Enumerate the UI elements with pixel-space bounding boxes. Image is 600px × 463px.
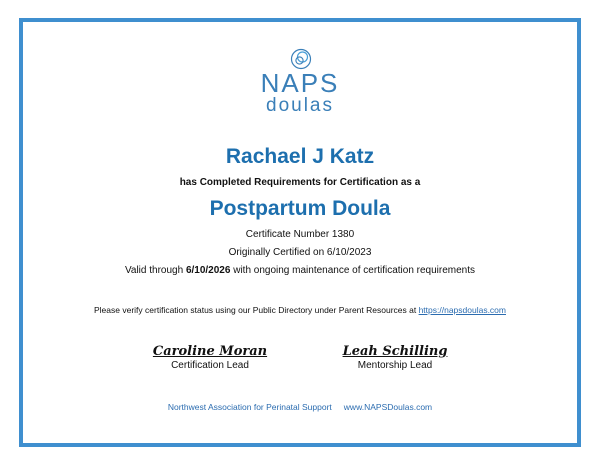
logo-naps-text: NAPS	[260, 68, 340, 98]
verify-link[interactable]: https://napsdoulas.com	[418, 305, 506, 315]
signature-leah-schilling: Leah Schilling	[342, 344, 448, 359]
signature-caroline-moran: Caroline Moran	[152, 344, 268, 359]
certificate-number: Certificate Number 1380	[245, 229, 355, 240]
recipient-name: Rachael J Katz	[225, 145, 375, 168]
originally-certified: Originally Certified on 6/10/2023	[228, 247, 372, 258]
completion-statement: has Completed Requirements for Certification as a	[179, 177, 421, 188]
validity-date: 6/10/2026	[185, 265, 231, 276]
validity-line	[0, 265, 600, 276]
verify-text: Please verify certification status using our Public Directory under Parent Resources at	[94, 305, 419, 315]
footer-website[interactable]: www.NAPSDoulas.com	[343, 402, 433, 412]
validity-prefix: Valid through	[124, 265, 186, 276]
footer	[0, 402, 600, 412]
signature-role-1: Certification Lead	[171, 360, 249, 371]
signature-role-2: Mentorship Lead	[357, 360, 433, 371]
logo-circles-icon	[290, 48, 312, 70]
footer-organization: Northwest Association for Perinatal Support	[167, 402, 332, 412]
verify-line	[0, 305, 600, 315]
validity-suffix: with ongoing maintenance of certification requirements	[230, 265, 476, 276]
certification-title: Postpartum Doula	[209, 197, 391, 220]
logo-doulas-text: doulas	[266, 95, 334, 116]
